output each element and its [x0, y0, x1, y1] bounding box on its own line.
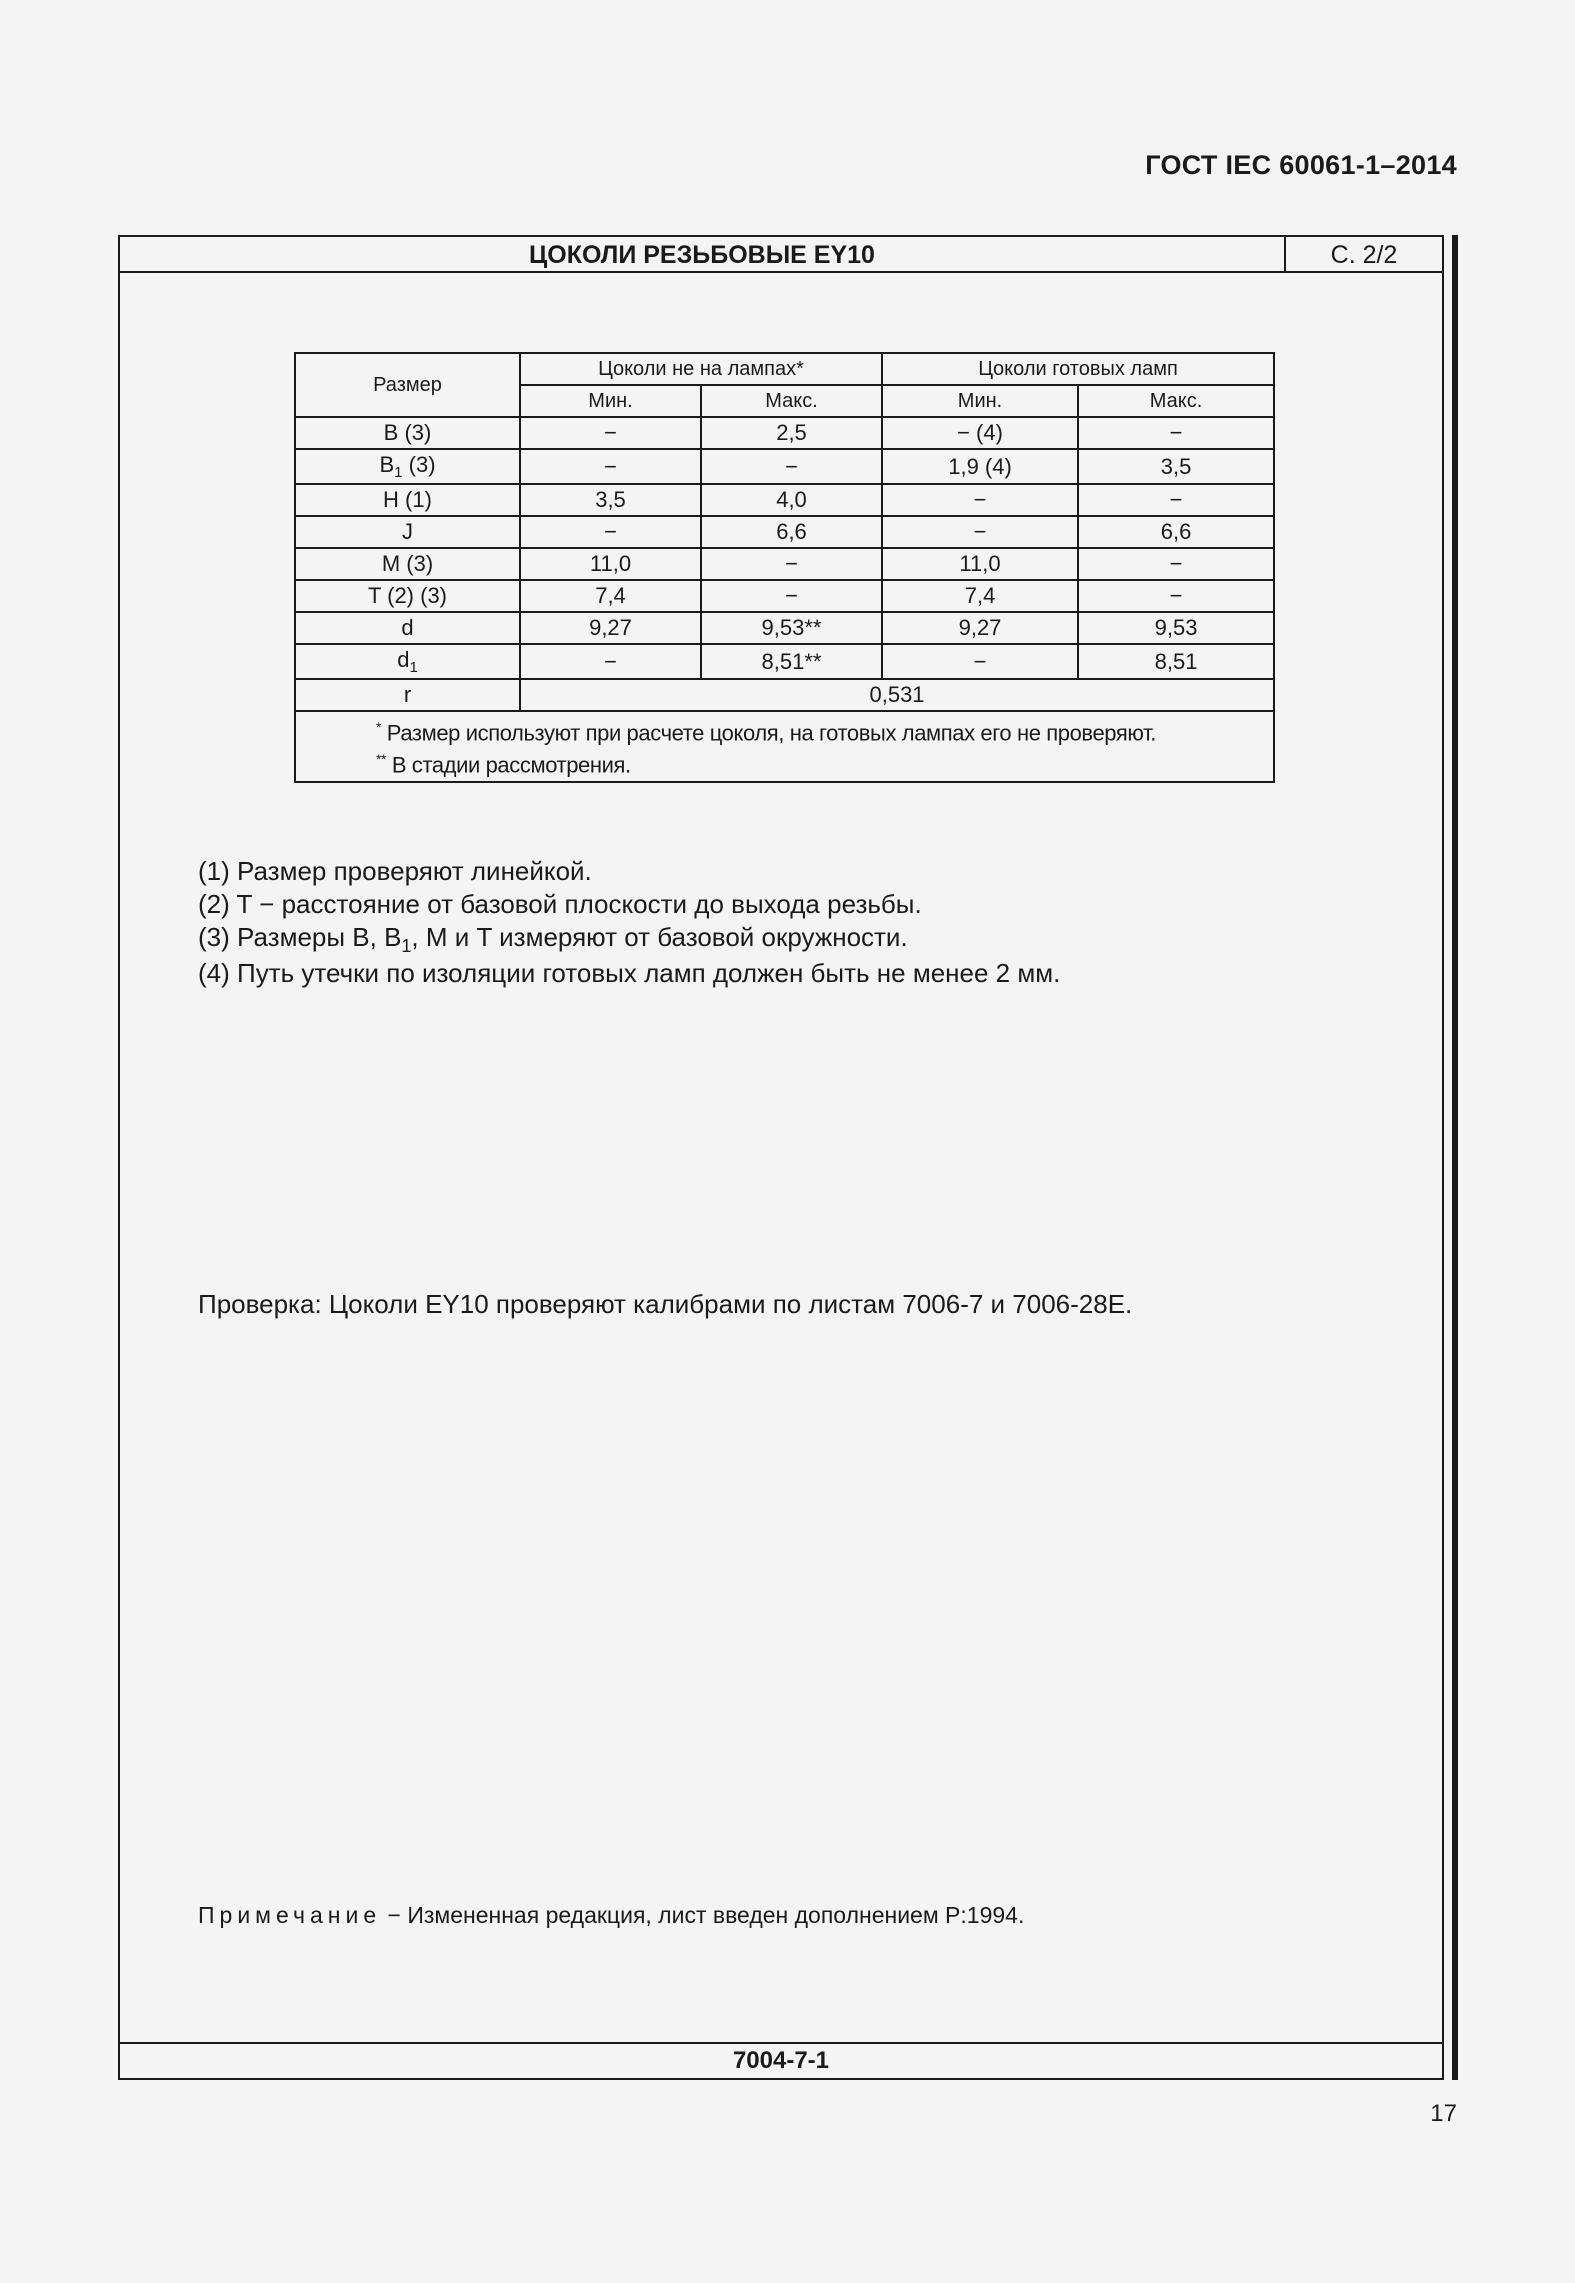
cell: 8,51 — [1078, 644, 1274, 679]
page-number: 17 — [1430, 2100, 1457, 2127]
check-statement: Проверка: Цоколи EY10 проверяют калибрами по листам 7006-7 и 7006-28E. — [198, 1289, 1133, 1319]
cell: − — [1078, 548, 1274, 580]
cell: 6,6 — [701, 516, 882, 548]
cell: − — [701, 449, 882, 484]
sheet-number: 7004-7-1 — [120, 2042, 1442, 2078]
sheet-frame-edge — [1452, 235, 1458, 2080]
min-header: Мин. — [520, 385, 701, 417]
table-row — [295, 612, 1274, 644]
cell: − — [701, 548, 882, 580]
row-label: $d_1$ — [295, 644, 520, 679]
cell: − — [520, 516, 701, 548]
table-row — [295, 449, 1274, 484]
sheet-frame — [118, 235, 1444, 2080]
footnote: ** В стадии рассмотрения. — [376, 751, 631, 778]
notes-list — [198, 855, 1060, 990]
cell: 7,4 — [882, 580, 1078, 612]
cell: − — [1078, 580, 1274, 612]
cell: − (4) — [882, 417, 1078, 449]
remark-label: Примечание — [198, 1902, 382, 1928]
cell: 9,53 — [1078, 612, 1274, 644]
cell: 9,53** — [701, 612, 882, 644]
cell: 9,27 — [520, 612, 701, 644]
group-header-finished-lamps: Цоколи готовых ламп — [882, 353, 1274, 385]
min-header: Мин. — [882, 385, 1078, 417]
table-row — [295, 484, 1274, 516]
cell: 9,27 — [882, 612, 1078, 644]
cell: − — [882, 516, 1078, 548]
cell: − — [520, 417, 701, 449]
col-size-header: Размер — [295, 353, 520, 417]
table-footnotes — [295, 711, 1274, 782]
row-label: M (3) — [295, 548, 520, 580]
cell: 0,531 — [520, 679, 1274, 711]
dimensions-table — [294, 352, 1275, 783]
table-row — [295, 644, 1274, 679]
row-label: r — [295, 679, 520, 711]
note-item: (3) Размеры B, $B_1$, M и T измеряют от базовой окружности. — [198, 922, 908, 956]
row-label: $B_1$ (3) — [295, 449, 520, 484]
table-row — [295, 679, 1274, 711]
cell: 6,6 — [1078, 516, 1274, 548]
cell: 1,9 (4) — [882, 449, 1078, 484]
cell: 8,51** — [701, 644, 882, 679]
sheet-page-indicator: С. 2/2 — [1284, 237, 1442, 271]
table-row — [295, 417, 1274, 449]
table-header-row — [295, 353, 1274, 385]
cell: 3,5 — [1078, 449, 1274, 484]
row-label: T (2) (3) — [295, 580, 520, 612]
footnote: * Размер используют при расчете цоколя, на готовых лампах его не проверяют. — [376, 719, 1156, 746]
table-row — [295, 516, 1274, 548]
table-row — [295, 580, 1274, 612]
max-header: Макс. — [1078, 385, 1274, 417]
cell: − — [520, 449, 701, 484]
cell: − — [1078, 417, 1274, 449]
sheet-header — [120, 237, 1442, 273]
row-label: B (3) — [295, 417, 520, 449]
row-label: H (1) — [295, 484, 520, 516]
cell: 2,5 — [701, 417, 882, 449]
cell: − — [701, 580, 882, 612]
cell: − — [1078, 484, 1274, 516]
max-header: Макс. — [701, 385, 882, 417]
row-label: J — [295, 516, 520, 548]
table-row — [295, 548, 1274, 580]
cell: − — [520, 644, 701, 679]
remark-text: − Измененная редакция, лист введен дополнением P:1994. — [381, 1902, 1025, 1928]
note-item: (2) T − расстояние от базовой плоскости до выхода резьбы. — [198, 889, 922, 919]
note-item: (4) Путь утечки по изоляции готовых ламп должен быть не менее 2 мм. — [198, 958, 1061, 988]
document-id: ГОСТ IEC 60061-1–2014 — [1145, 150, 1457, 180]
cell: − — [882, 644, 1078, 679]
cell: 4,0 — [701, 484, 882, 516]
note-item: (1) Размер проверяют линейкой. — [198, 856, 592, 886]
table-footnote-row — [295, 711, 1274, 782]
remark — [198, 1902, 1024, 1929]
cell: 7,4 — [520, 580, 701, 612]
cell: 11,0 — [520, 548, 701, 580]
sheet-title: ЦОКОЛИ РЕЗЬБОВЫЕ EY10 — [529, 241, 875, 269]
cell: 11,0 — [882, 548, 1078, 580]
cell: − — [882, 484, 1078, 516]
cell: 3,5 — [520, 484, 701, 516]
group-header-bare-caps: Цоколи не на лампах* — [520, 353, 882, 385]
row-label: d — [295, 612, 520, 644]
